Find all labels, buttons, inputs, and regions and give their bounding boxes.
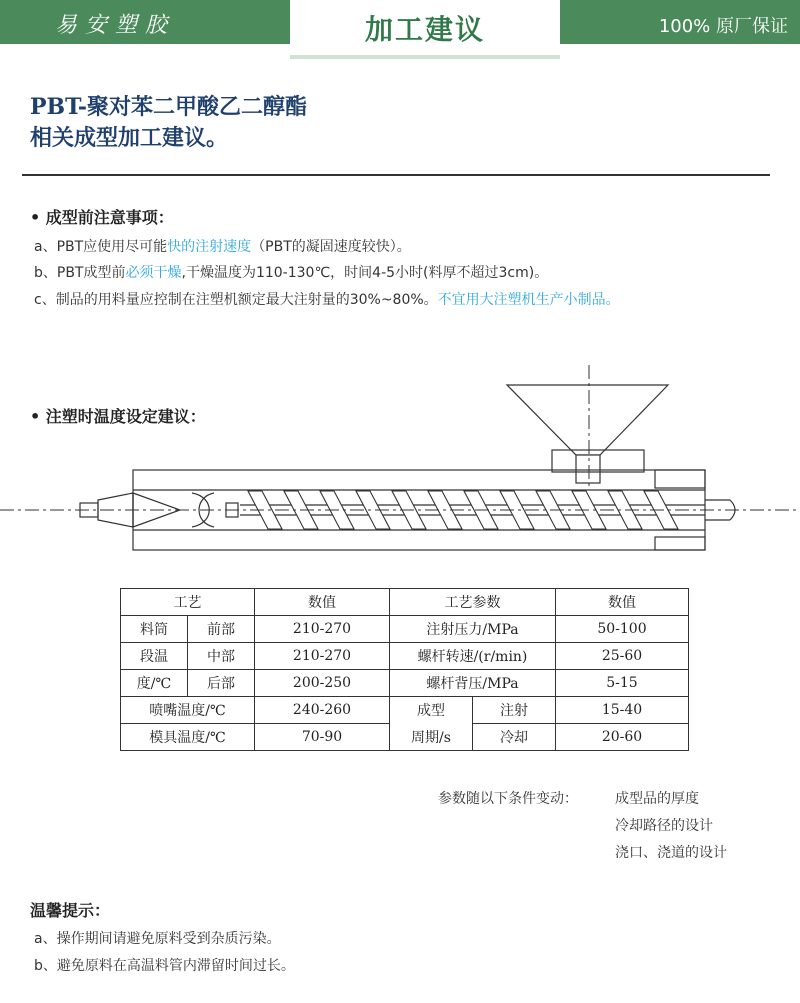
tips-heading: 温馨提示： — [30, 901, 111, 920]
condition-item-1: 成型品的厚度 — [615, 791, 699, 807]
hopper-throat — [576, 455, 600, 483]
tip-item-b: b、避免原料在高温料管内滞留时间过长。 — [34, 958, 295, 974]
table-row — [121, 643, 689, 670]
item-b-suffix: ,干燥温度为110-130℃，时间4-5小时(料厚不超过3cm)。 — [181, 265, 549, 281]
conditions-label: 参数随以下条件变动： — [438, 791, 578, 807]
page-title-line-2: 相关成型加工建议。 — [30, 125, 229, 151]
cycle-label-1: 成型 — [390, 697, 473, 724]
header-left-band — [0, 0, 300, 44]
brand-name: 易安塑胶 — [55, 13, 176, 38]
pre-molding-heading: • 成型前注意事项： — [30, 208, 174, 227]
cycle-label-2: 周期/s — [390, 724, 473, 751]
pre-molding-item-b — [34, 262, 548, 282]
pre-molding-item-c — [34, 289, 620, 309]
item-a-suffix: （PBT的凝固速度较快）。 — [251, 239, 411, 255]
header-param-value: 数值 — [556, 589, 689, 616]
header-title-tab — [290, 0, 560, 59]
title-divider — [22, 174, 770, 176]
header-value: 数值 — [255, 589, 390, 616]
param-value: 50-100 — [556, 616, 689, 643]
temperature-heading: • 注塑时温度设定建议： — [30, 407, 206, 426]
item-c-prefix: c、制品的用料量应控制在注塑机额定最大注射量的30%~80%。 — [34, 292, 438, 308]
param-value: 5-15 — [556, 670, 689, 697]
page-title — [30, 92, 307, 154]
heater-bottom — [655, 537, 705, 550]
table-row — [121, 724, 689, 751]
barrel-label-1: 料筒 — [121, 616, 188, 643]
hopper — [507, 385, 668, 455]
guarantee-text: 100% 原厂保证 — [658, 16, 788, 37]
zone-label: 中部 — [188, 643, 255, 670]
tip-item-a: a、操作期间请避免原料受到杂质污染。 — [34, 931, 281, 947]
item-b-highlight: 必须干燥 — [125, 265, 182, 281]
param-label: 注射压力/MPa — [390, 616, 556, 643]
item-a-highlight: 快的注射速度 — [167, 239, 252, 255]
nozzle-value: 240-260 — [255, 697, 390, 724]
zone-label: 前部 — [188, 616, 255, 643]
zone-value: 210-270 — [255, 616, 390, 643]
condition-item-3: 浇口、浇道的设计 — [615, 845, 727, 861]
cycle-value: 20-60 — [556, 724, 689, 751]
param-label: 螺杆转速/(r/min) — [390, 643, 556, 670]
header-process: 工艺 — [121, 589, 255, 616]
table-row — [121, 697, 689, 724]
barrel-label-3: 度/℃ — [121, 670, 188, 697]
condition-item-2: 冷却路径的设计 — [615, 818, 713, 834]
param-value: 25-60 — [556, 643, 689, 670]
zone-label: 后部 — [188, 670, 255, 697]
page-header — [0, 0, 800, 55]
item-c-highlight: 不宜用大注塑机生产小制品。 — [437, 292, 620, 308]
cycle-name: 注射 — [473, 697, 556, 724]
zone-value: 210-270 — [255, 643, 390, 670]
table-row — [121, 670, 689, 697]
heater-top — [655, 470, 705, 488]
process-parameter-table — [120, 588, 689, 751]
header-parameter: 工艺参数 — [390, 589, 556, 616]
pre-molding-item-a — [34, 236, 411, 256]
barrel-label-2: 段温 — [121, 643, 188, 670]
item-a-prefix: a、PBT应使用尽可能 — [34, 239, 168, 255]
injection-screw-diagram — [0, 365, 800, 580]
cycle-name: 冷却 — [473, 724, 556, 751]
page-title-line-1: PBT-聚对苯二甲酸乙二醇酯 — [30, 94, 307, 120]
table-header-row — [121, 589, 689, 616]
mold-value: 70-90 — [255, 724, 390, 751]
nozzle-label: 喷嘴温度/℃ — [121, 697, 255, 724]
cycle-value: 15-40 — [556, 697, 689, 724]
header-right-band — [550, 0, 800, 44]
mold-label: 模具温度/℃ — [121, 724, 255, 751]
table-row — [121, 616, 689, 643]
param-label: 螺杆背压/MPa — [390, 670, 556, 697]
item-b-prefix: b、PBT成型前 — [34, 265, 126, 281]
header-title: 加工建议 — [364, 13, 485, 46]
zone-value: 200-250 — [255, 670, 390, 697]
